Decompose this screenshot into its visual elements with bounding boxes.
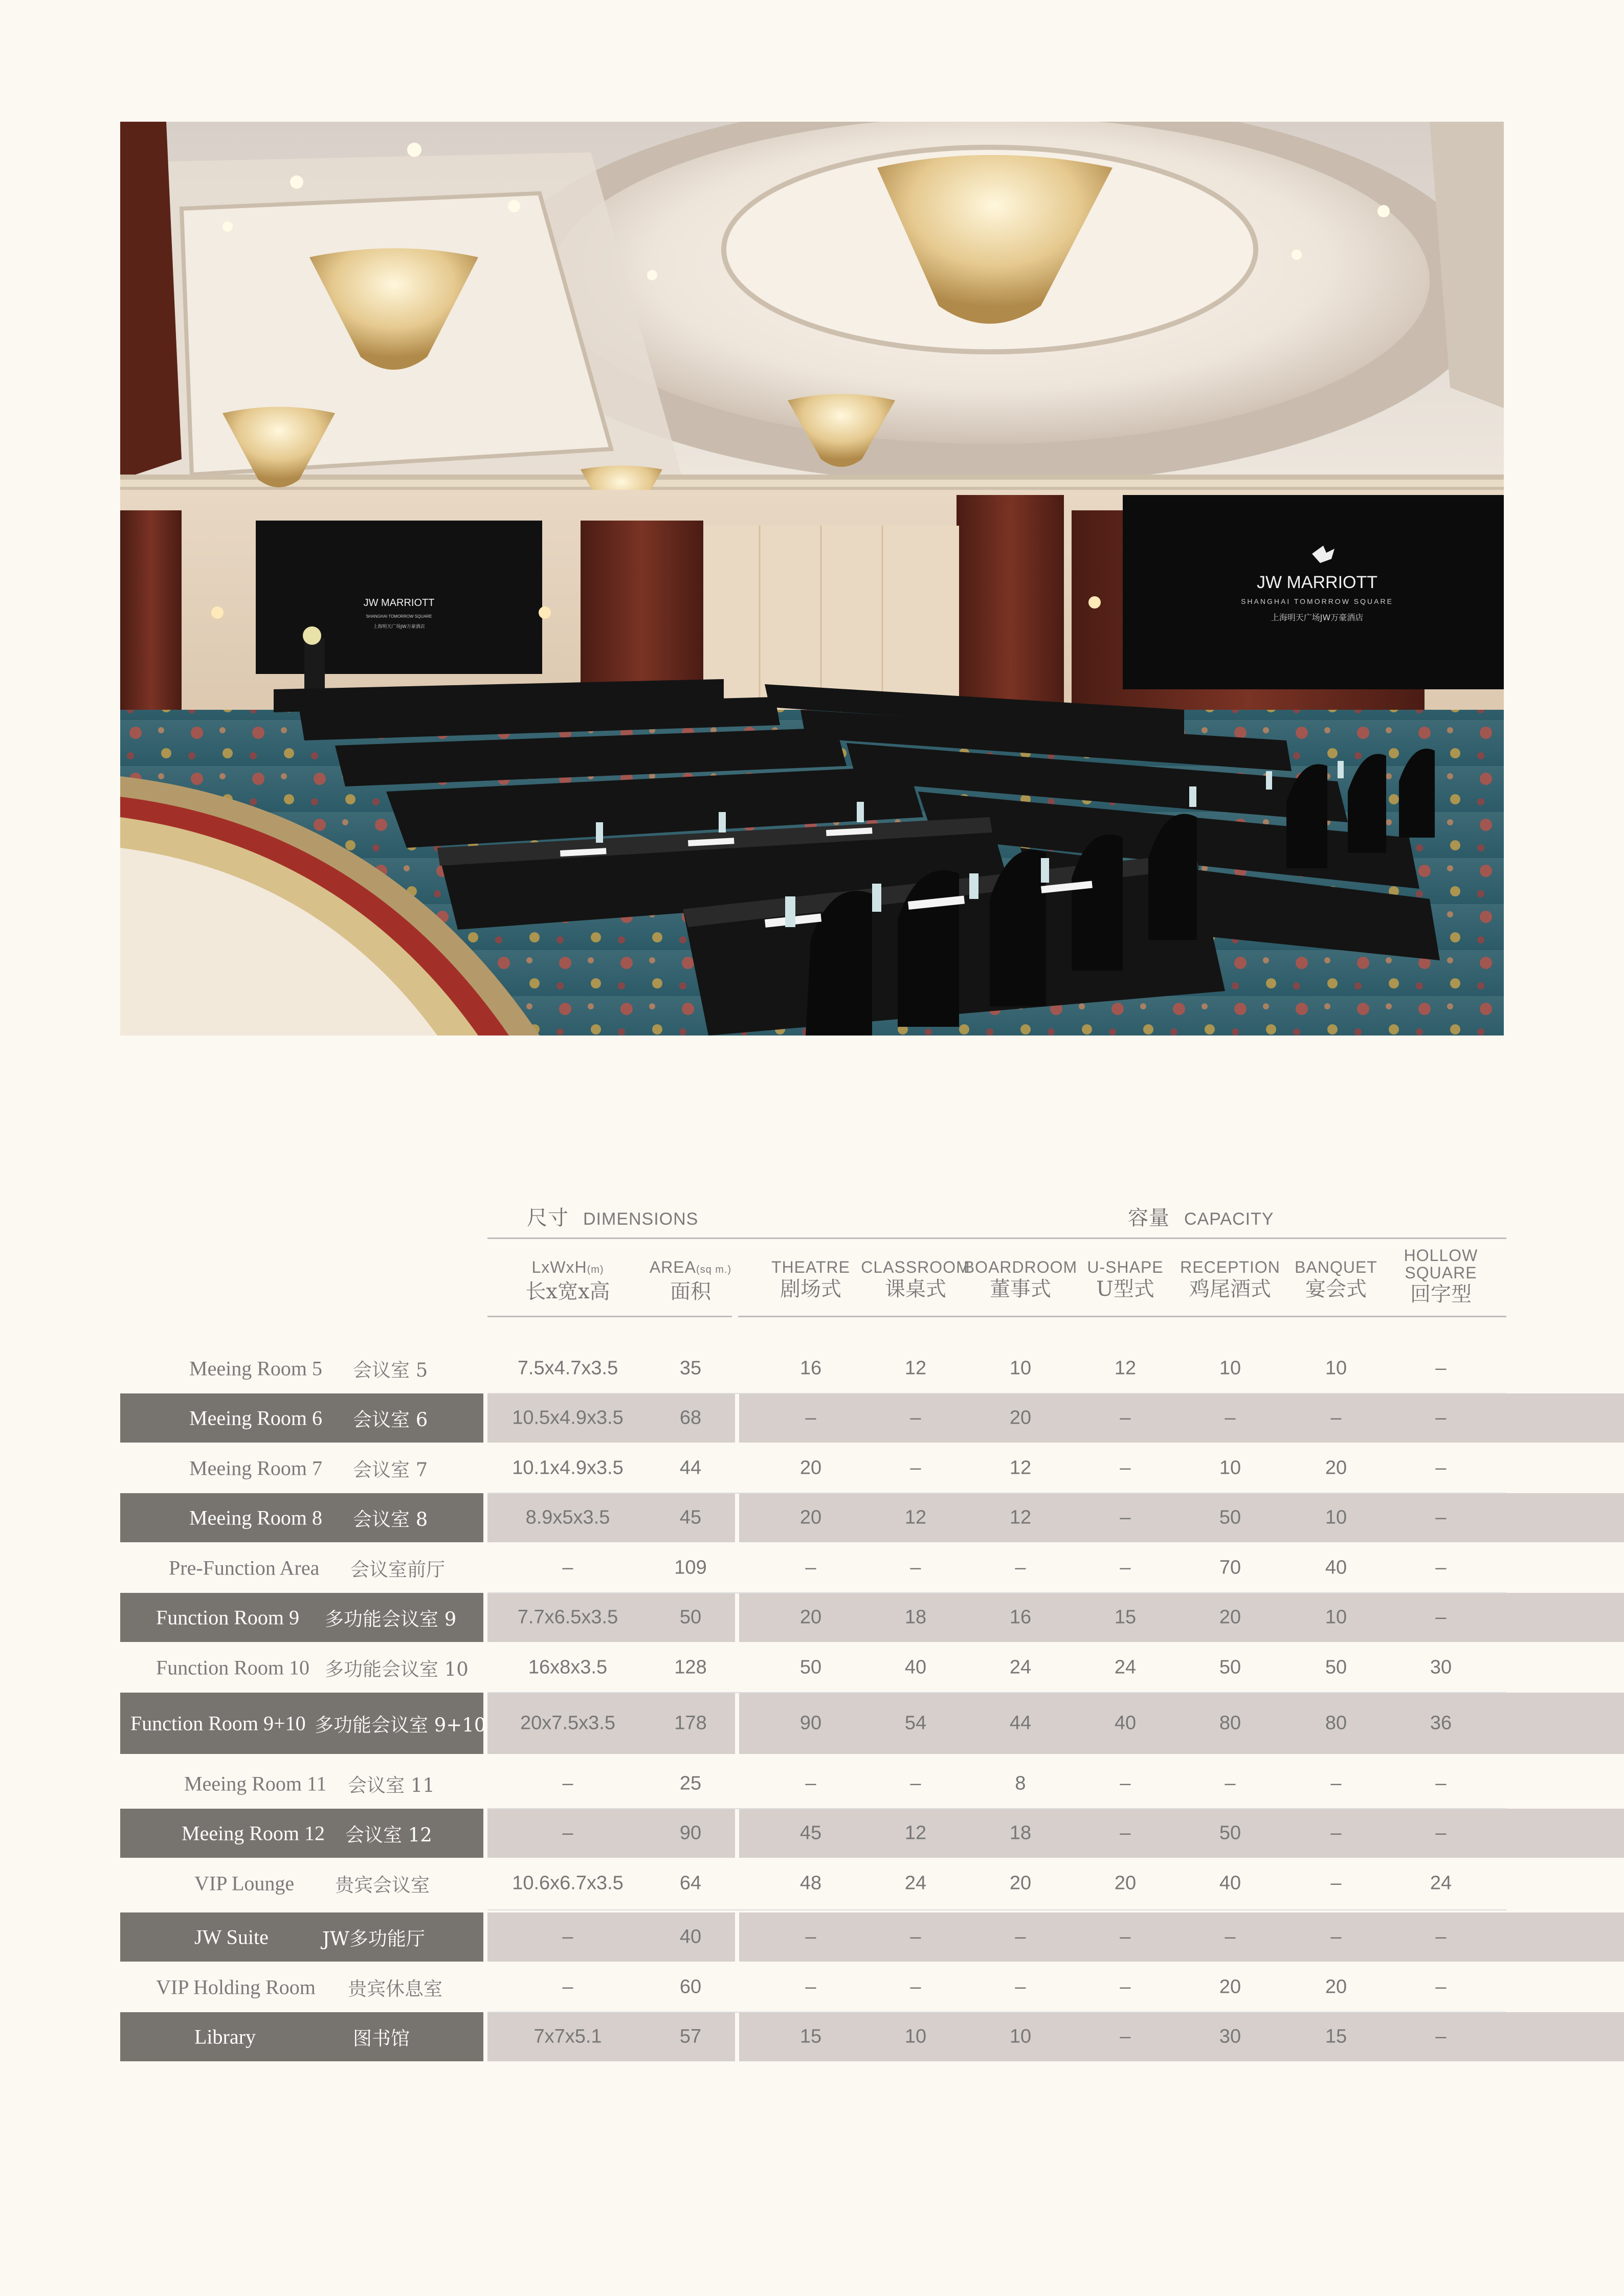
cell-area: 90 xyxy=(679,1822,702,1844)
column-header-hollow-label: HOLLOW SQUARE xyxy=(1404,1246,1478,1282)
cell-banquet: – xyxy=(1330,1872,1342,1894)
cell-banquet: 20 xyxy=(1325,1457,1347,1479)
room-name-en: VIP Lounge xyxy=(194,1872,295,1895)
cell-area: 178 xyxy=(674,1712,707,1734)
cell-banquet: – xyxy=(1330,1407,1342,1429)
cell-classroom: 10 xyxy=(904,2025,927,2047)
cell-ushape: 12 xyxy=(1114,1357,1137,1379)
row-divider xyxy=(487,1592,1506,1593)
cell-ushape: 15 xyxy=(1114,1606,1137,1628)
cell-area: 109 xyxy=(674,1557,707,1579)
table-row xyxy=(120,1809,1506,1858)
column-header-reception-zh: 鸡尾酒式 xyxy=(1189,1277,1271,1301)
cell-banquet: 10 xyxy=(1325,1506,1347,1528)
cell-classroom: – xyxy=(910,1976,921,1998)
cell-banquet: 10 xyxy=(1325,1606,1347,1628)
cell-ushape: – xyxy=(1120,1457,1131,1479)
cell-ushape: 20 xyxy=(1114,1872,1137,1894)
cell-area: 44 xyxy=(679,1457,702,1479)
capacity-segment xyxy=(739,1493,1624,1542)
column-header-classroom xyxy=(854,1258,977,1302)
room-name-zh: 贵宾会议室 xyxy=(335,1874,430,1896)
cell-hollow: – xyxy=(1435,1606,1447,1628)
cell-theatre: 45 xyxy=(799,1822,822,1844)
cell-lwh: 10.6x6.7x3.5 xyxy=(512,1872,624,1894)
capacity-segment xyxy=(739,1693,1624,1754)
cell-theatre: 90 xyxy=(799,1712,822,1734)
column-header-classroom-zh: 课桌式 xyxy=(885,1277,946,1301)
column-header-theatre-label: THEATRE xyxy=(771,1258,850,1276)
cell-classroom: – xyxy=(910,1457,921,1479)
cell-lwh: 7.7x6.5x3.5 xyxy=(517,1606,618,1628)
capacity-heading-zh: 容量 xyxy=(1128,1206,1170,1230)
cell-boardroom: – xyxy=(1015,1976,1026,1998)
cell-area: 50 xyxy=(679,1606,702,1628)
column-header-classroom-label: CLASSROOM xyxy=(861,1258,970,1276)
cell-boardroom: 8 xyxy=(1015,1772,1026,1794)
row-divider xyxy=(487,1909,1506,1910)
room-name-zh: 多功能会议室 10 xyxy=(325,1658,469,1680)
cell-banquet: – xyxy=(1330,1772,1342,1794)
cell-boardroom: 44 xyxy=(1009,1712,1032,1734)
cell-banquet: 50 xyxy=(1325,1656,1347,1678)
room-name-en: Meeing Room 8 xyxy=(189,1506,322,1529)
cell-hollow: – xyxy=(1435,1557,1447,1579)
cell-lwh: 10.5x4.9x3.5 xyxy=(512,1407,624,1429)
cell-hollow: – xyxy=(1435,1407,1447,1429)
cell-hollow: – xyxy=(1435,1506,1447,1528)
room-name-en: Function Room 9 xyxy=(156,1606,300,1629)
room-name-zh: 贵宾休息室 xyxy=(348,1978,442,2000)
column-header-ushape-zh: U型式 xyxy=(1096,1277,1154,1301)
room-name-zh: 图书馆 xyxy=(353,2028,410,2050)
table-row xyxy=(120,1493,1506,1542)
right-screen-zh: 上海明天广场JW万豪酒店 xyxy=(1271,613,1364,622)
room-name-zh: 会议室 6 xyxy=(353,1409,428,1431)
room-name-en: Meeing Room 6 xyxy=(189,1406,322,1430)
room-name-cell xyxy=(120,1912,483,1962)
column-header-classroom-en xyxy=(854,1258,977,1276)
table-row xyxy=(120,1643,1506,1692)
cell-ushape: – xyxy=(1120,1772,1131,1794)
room-name-cell xyxy=(120,1643,483,1692)
cell-hollow: – xyxy=(1435,1926,1447,1948)
column-header-banquet-zh: 宴会式 xyxy=(1305,1277,1367,1301)
room-name-en: Function Room 10 xyxy=(156,1656,310,1679)
cell-theatre: 20 xyxy=(799,1606,822,1628)
cell-banquet: – xyxy=(1330,1926,1342,1948)
cell-area: 68 xyxy=(679,1407,702,1429)
cell-theatre: – xyxy=(805,1407,816,1429)
room-name-en: Pre-Function Area xyxy=(169,1556,320,1580)
cell-area: 128 xyxy=(674,1656,707,1678)
cell-area: 40 xyxy=(679,1926,702,1948)
cell-theatre: 16 xyxy=(799,1357,822,1379)
cell-classroom: – xyxy=(910,1557,921,1579)
cell-classroom: 40 xyxy=(904,1656,927,1678)
header-bottom-rule-capacity xyxy=(738,1316,1506,1317)
column-header-theatre-en xyxy=(749,1258,872,1276)
cell-hollow: – xyxy=(1435,1457,1447,1479)
capacity-segment xyxy=(739,1859,1624,1908)
row-divider xyxy=(487,1393,1506,1394)
column-header-lwh-en xyxy=(506,1258,629,1279)
table-row xyxy=(120,2012,1506,2061)
left-screen-zh: 上海明天广场JW万豪酒店 xyxy=(373,624,425,629)
cell-ushape: – xyxy=(1120,2025,1131,2047)
room-name-zh: 会议室 8 xyxy=(353,1509,428,1530)
room-name-zh: 会议室前厅 xyxy=(350,1559,445,1581)
room-name-en: JW Suite xyxy=(194,1925,269,1949)
cell-theatre: – xyxy=(805,1772,816,1794)
column-header-area-en xyxy=(629,1258,752,1279)
column-header-banquet xyxy=(1275,1258,1397,1302)
cell-boardroom: 12 xyxy=(1009,1506,1032,1528)
dimensions-heading-en: DIMENSIONS xyxy=(583,1209,699,1229)
column-header-boardroom-en xyxy=(959,1258,1082,1276)
room-name-en: Function Room 9+10 xyxy=(130,1712,306,1735)
column-header-boardroom-zh: 董事式 xyxy=(990,1277,1051,1301)
cell-lwh: – xyxy=(562,1926,573,1948)
row-divider xyxy=(487,1493,1506,1494)
room-name-cell xyxy=(120,1493,483,1542)
cell-theatre: – xyxy=(805,1557,816,1579)
table-row xyxy=(120,1543,1506,1592)
table-row xyxy=(120,1912,1506,1962)
cell-area: 57 xyxy=(679,2025,702,2047)
cell-classroom: 12 xyxy=(904,1506,927,1528)
cell-hollow: – xyxy=(1435,1772,1447,1794)
column-header-reception-label: RECEPTION xyxy=(1180,1258,1280,1276)
cell-hollow: 30 xyxy=(1430,1656,1452,1678)
capacity-heading xyxy=(1128,1202,1274,1231)
cell-lwh: – xyxy=(562,1772,573,1794)
cell-theatre: 15 xyxy=(799,2025,822,2047)
room-name-en: VIP Holding Room xyxy=(156,1975,316,1999)
column-header-lwh-unit: (m) xyxy=(587,1264,604,1275)
row-divider xyxy=(487,1692,1506,1693)
row-divider xyxy=(487,1808,1506,1809)
cell-ushape: 40 xyxy=(1114,1712,1137,1734)
capacity-segment xyxy=(739,1912,1624,1962)
room-name-en: Meeing Room 11 xyxy=(184,1772,327,1795)
column-header-banquet-label: BANQUET xyxy=(1295,1258,1377,1276)
cell-ushape: – xyxy=(1120,1822,1131,1844)
cell-ushape: – xyxy=(1120,1976,1131,1998)
room-name-en: Meeing Room 7 xyxy=(189,1456,322,1480)
cell-hollow: – xyxy=(1435,1976,1447,1998)
cell-lwh: – xyxy=(562,1557,573,1579)
dimensions-heading xyxy=(527,1202,698,1231)
room-name-en: Meeing Room 12 xyxy=(182,1821,325,1845)
cell-lwh: 20x7.5x3.5 xyxy=(520,1712,615,1734)
cell-banquet: 15 xyxy=(1325,2025,1347,2047)
cell-lwh: – xyxy=(562,1976,573,1998)
cell-ushape: – xyxy=(1120,1557,1131,1579)
cell-banquet: 20 xyxy=(1325,1976,1347,1998)
column-header-theatre-zh: 剧场式 xyxy=(780,1277,841,1301)
capacity-segment xyxy=(739,1963,1624,2012)
cell-area: 25 xyxy=(679,1772,702,1794)
room-name-cell xyxy=(120,1809,483,1858)
cell-boardroom: 10 xyxy=(1009,1357,1032,1379)
cell-classroom: – xyxy=(910,1926,921,1948)
capacity-heading-en: CAPACITY xyxy=(1184,1209,1274,1229)
cell-theatre: 20 xyxy=(799,1457,822,1479)
table-row xyxy=(120,1859,1506,1908)
cell-banquet: – xyxy=(1330,1822,1342,1844)
cell-classroom: 24 xyxy=(904,1872,927,1894)
column-header-theatre xyxy=(749,1258,872,1302)
cell-reception: – xyxy=(1225,1407,1236,1429)
room-name-cell xyxy=(120,1444,483,1493)
cell-boardroom: 20 xyxy=(1009,1407,1032,1429)
room-name-cell xyxy=(120,1859,483,1908)
cell-lwh: 8.9x5x3.5 xyxy=(525,1506,610,1528)
cell-ushape: 24 xyxy=(1114,1656,1137,1678)
ballroom-photo xyxy=(120,122,1504,1036)
cell-ushape: – xyxy=(1120,1407,1131,1429)
cell-classroom: 18 xyxy=(904,1606,927,1628)
capacity-segment xyxy=(739,1759,1624,1808)
room-name-cell xyxy=(120,1759,483,1808)
cell-boardroom: – xyxy=(1015,1926,1026,1948)
room-name-cell xyxy=(120,2012,483,2061)
header-top-rule xyxy=(487,1237,1506,1239)
cell-theatre: – xyxy=(805,1976,816,1998)
cell-reception: 50 xyxy=(1219,1656,1241,1678)
room-name-zh: 多功能会议室 9+10 xyxy=(315,1714,486,1736)
cell-classroom: 12 xyxy=(904,1822,927,1844)
cell-hollow: – xyxy=(1435,1822,1447,1844)
cell-lwh: – xyxy=(562,1822,573,1844)
column-header-lwh xyxy=(506,1258,629,1304)
capacity-segment xyxy=(739,1643,1624,1692)
left-screen-sub: SHANGHAI TOMORROW SQUARE xyxy=(366,614,432,619)
table-row xyxy=(120,1344,1506,1393)
column-header-area xyxy=(629,1258,752,1304)
capacity-segment xyxy=(739,1393,1624,1443)
cell-banquet: 10 xyxy=(1325,1357,1347,1379)
room-name-cell xyxy=(120,1344,483,1393)
cell-boardroom: – xyxy=(1015,1557,1026,1579)
cell-lwh: 7x7x5.1 xyxy=(533,2025,602,2047)
cell-area: 60 xyxy=(679,1976,702,1998)
table-row xyxy=(120,1393,1506,1443)
room-name-en: Library xyxy=(194,2025,256,2049)
capacity-segment xyxy=(739,1444,1624,1493)
cell-reception: 30 xyxy=(1219,2025,1241,2047)
table-row xyxy=(120,1693,1506,1754)
right-screen-sub: SHANGHAI TOMORROW SQUARE xyxy=(1241,597,1393,605)
cell-boardroom: 10 xyxy=(1009,2025,1032,2047)
right-screen-brand: JW MARRIOTT xyxy=(1256,573,1378,592)
capacity-segment xyxy=(739,1809,1624,1858)
room-name-zh: 会议室 11 xyxy=(348,1774,435,1796)
cell-reception: 70 xyxy=(1219,1557,1241,1579)
column-header-lwh-label: LxWxH xyxy=(531,1258,587,1276)
cell-reception: 80 xyxy=(1219,1712,1241,1734)
table-row xyxy=(120,1963,1506,2012)
cell-hollow: – xyxy=(1435,2025,1447,2047)
table-row xyxy=(120,1444,1506,1493)
room-name-zh: 会议室 5 xyxy=(353,1359,428,1381)
column-header-reception xyxy=(1169,1258,1292,1302)
column-header-hollow-en xyxy=(1397,1247,1484,1281)
cell-theatre: – xyxy=(805,1926,816,1948)
cell-reception: 10 xyxy=(1219,1457,1241,1479)
cell-reception: 20 xyxy=(1219,1606,1241,1628)
cell-ushape: – xyxy=(1120,1506,1131,1528)
cell-reception: 10 xyxy=(1219,1357,1241,1379)
cell-lwh: 10.1x4.9x3.5 xyxy=(512,1457,624,1479)
room-name-zh: 会议室 12 xyxy=(345,1824,432,1846)
room-name-cell xyxy=(120,1393,483,1443)
column-header-ushape-label: U-SHAPE xyxy=(1087,1258,1164,1276)
table-row xyxy=(120,1593,1506,1642)
room-name-cell xyxy=(120,1693,486,1754)
cell-classroom: – xyxy=(910,1407,921,1429)
cell-classroom: 54 xyxy=(904,1712,927,1734)
room-name-cell xyxy=(120,1963,483,2012)
cell-lwh: 16x8x3.5 xyxy=(528,1656,608,1678)
cell-boardroom: 18 xyxy=(1009,1822,1032,1844)
cell-boardroom: 20 xyxy=(1009,1872,1032,1894)
cell-hollow: – xyxy=(1435,1357,1447,1379)
cell-banquet: 80 xyxy=(1325,1712,1347,1734)
cell-reception: 50 xyxy=(1219,1822,1241,1844)
left-screen-brand: JW MARRIOTT xyxy=(363,597,435,609)
column-header-area-label: AREA xyxy=(649,1258,696,1276)
column-header-boardroom xyxy=(959,1258,1082,1302)
cell-theatre: 50 xyxy=(799,1656,822,1678)
cell-lwh: 7.5x4.7x3.5 xyxy=(517,1357,618,1379)
dimensions-heading-zh: 尺寸 xyxy=(527,1206,569,1230)
cell-reception: – xyxy=(1225,1926,1236,1948)
cell-classroom: 12 xyxy=(904,1357,927,1379)
cell-classroom: – xyxy=(910,1772,921,1794)
cell-reception: 20 xyxy=(1219,1976,1241,1998)
table-row xyxy=(120,1759,1506,1808)
cell-banquet: 40 xyxy=(1325,1557,1347,1579)
cell-hollow: 36 xyxy=(1430,1712,1452,1734)
cell-boardroom: 24 xyxy=(1009,1656,1032,1678)
column-header-area-zh: 面积 xyxy=(670,1280,711,1303)
cell-area: 64 xyxy=(679,1872,702,1894)
cell-area: 45 xyxy=(679,1506,702,1528)
row-divider xyxy=(487,2012,1506,2013)
room-name-zh: 多功能会议室 9 xyxy=(325,1608,457,1630)
column-header-boardroom-label: BOARDROOM xyxy=(963,1258,1078,1276)
column-header-hollow xyxy=(1380,1247,1502,1307)
column-header-area-unit: (sq m.) xyxy=(696,1264,732,1275)
column-header-lwh-zh: 长x宽x高 xyxy=(525,1280,610,1303)
cell-reception: – xyxy=(1225,1772,1236,1794)
cell-boardroom: 12 xyxy=(1009,1457,1032,1479)
cell-ushape: – xyxy=(1120,1926,1131,1948)
room-name-cell xyxy=(120,1543,483,1592)
room-name-zh: 会议室 7 xyxy=(353,1459,428,1481)
capacity-segment xyxy=(739,1344,1624,1393)
cell-boardroom: 16 xyxy=(1009,1606,1032,1628)
column-header-banquet-en xyxy=(1275,1258,1397,1276)
cell-reception: 50 xyxy=(1219,1506,1241,1528)
column-header-hollow-zh: 回字型 xyxy=(1410,1282,1472,1306)
column-header-ushape xyxy=(1064,1258,1187,1302)
capacity-segment xyxy=(739,1593,1624,1642)
room-name-zh: JW多功能厅 xyxy=(322,1928,425,1950)
cell-area: 35 xyxy=(679,1357,702,1379)
cell-hollow: 24 xyxy=(1430,1872,1452,1894)
column-header-reception-en xyxy=(1169,1258,1292,1276)
cell-theatre: 20 xyxy=(799,1506,822,1528)
header-bottom-rule-dims xyxy=(487,1316,732,1317)
room-name-en: Meeing Room 5 xyxy=(189,1357,322,1380)
capacity-segment xyxy=(739,2012,1624,2061)
capacity-segment xyxy=(739,1543,1624,1592)
column-header-ushape-en xyxy=(1064,1258,1187,1276)
cell-reception: 40 xyxy=(1219,1872,1241,1894)
room-name-cell xyxy=(120,1593,483,1642)
cell-theatre: 48 xyxy=(799,1872,822,1894)
